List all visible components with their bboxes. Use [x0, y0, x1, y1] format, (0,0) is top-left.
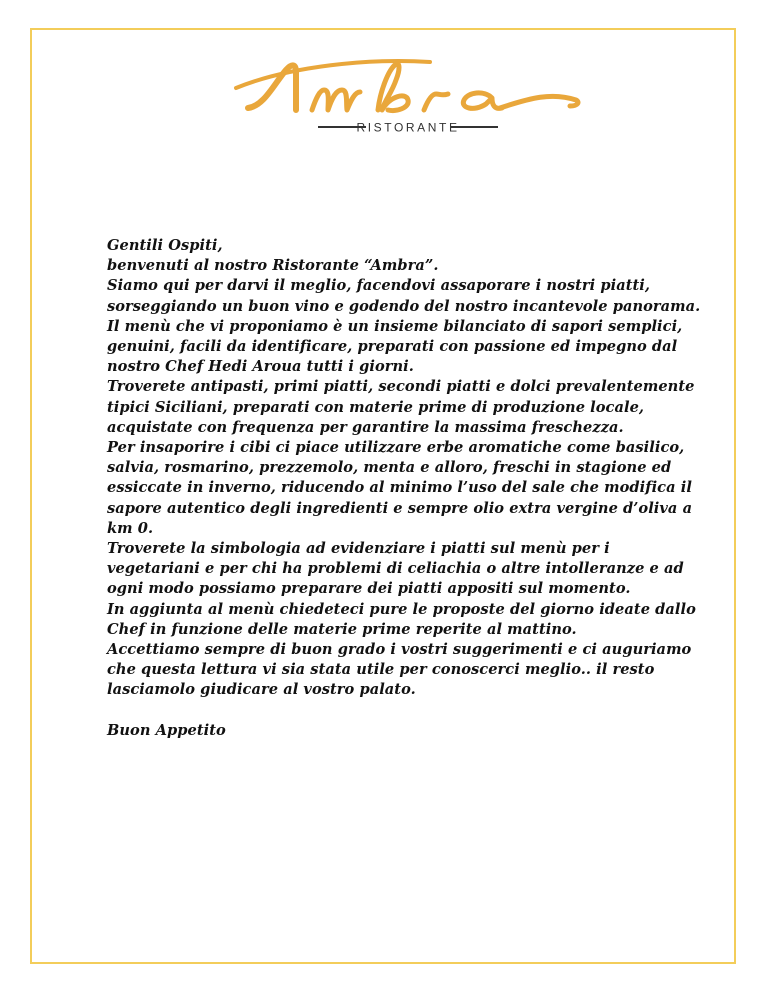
letter-line: genuini, facili da identificare, preparati con passione ed impegno dal	[107, 338, 678, 356]
letter-line: acquistate con frequenza per garantire la massima freschezza.	[107, 418, 624, 436]
letter-line: km 0.	[107, 519, 154, 537]
letter-line: Accettiamo sempre di buon grado i vostri suggerimenti e ci auguriamo	[107, 641, 692, 659]
letter-line: che questa lettura vi sia stata utile per conoscerci meglio.. il resto	[107, 661, 655, 679]
letter-closing: Buon Appetito	[107, 721, 226, 739]
letter-line: essiccate in inverno, riducendo al minimo l’uso del sale che modifica il	[107, 479, 692, 497]
letter-line: vegetariani e per chi ha problemi di celiachia o altre intolleranze e ad	[107, 560, 684, 578]
logo-subtitle: RISTORANTE	[356, 120, 460, 135]
letter-line: Gentili Ospiti,	[107, 237, 223, 254]
welcome-letter	[107, 236, 701, 741]
letter-line: ogni modo possiamo preparare dei piatti appositi sul momento.	[107, 580, 631, 598]
letter-line: nostro Chef Hedi Aroua tutti i giorni.	[107, 358, 414, 376]
letter-line: salvia, rosmarino, prezzemolo, menta e alloro, freschi in stagione ed	[107, 459, 672, 477]
letter-line: tipici Siciliani, preparati con materie prime di produzione locale,	[107, 398, 645, 416]
letter-line: Per insaporire i cibi ci piace utilizzare erbe aromatiche come basilico,	[107, 439, 685, 457]
letter-line: sorseggiando un buon vino e godendo del nostro incantevole panorama.	[107, 297, 701, 315]
letter-line: Il menù che vi proponiamo è un insieme bilanciato di sapori semplici,	[107, 317, 683, 335]
letter-line: Troverete antipasti, primi piatti, secondi piatti e dolci prevalentemente	[107, 378, 695, 396]
letter-line: Siamo qui per darvi il meglio, facendovi assaporare i nostri piatti,	[107, 277, 651, 295]
letter-line: lasciamolo giudicare al vostro palato.	[107, 681, 416, 699]
letter-line: benvenuti al nostro Ristorante “Ambra”.	[107, 257, 439, 275]
ambra-logo	[230, 40, 590, 150]
letter-line: sapore autentico degli ingredienti e sempre olio extra vergine d’oliva a	[107, 499, 693, 517]
letter-line: Chef in funzione delle materie prime reperite al mattino.	[107, 620, 577, 638]
letter-line: In aggiunta al menù chiedeteci pure le proposte del giorno ideate dallo	[107, 600, 696, 618]
letter-line: Troverete la simbologia ad evidenziare i piatti sul menù per i	[107, 540, 610, 558]
